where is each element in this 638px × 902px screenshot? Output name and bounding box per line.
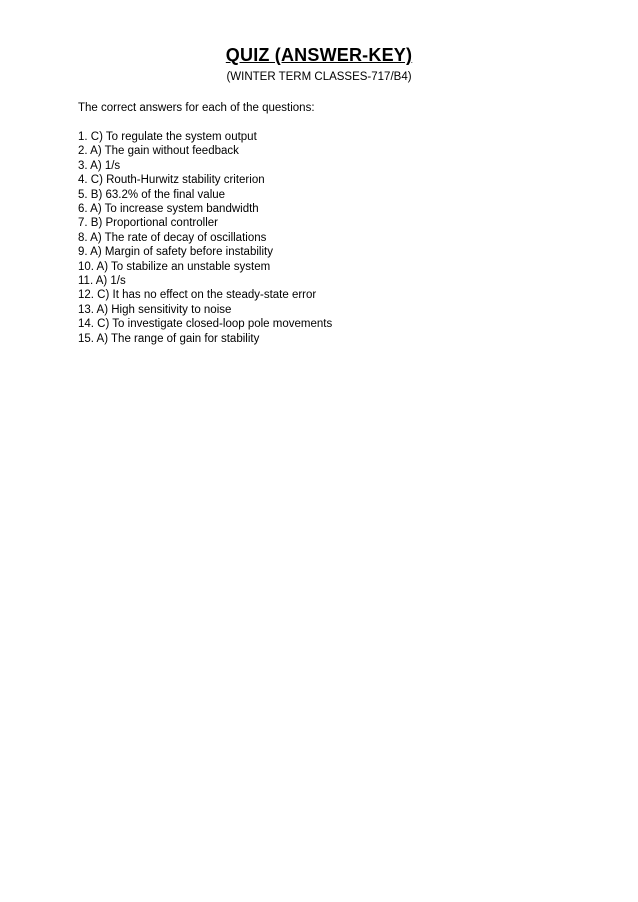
answer-item: 5. B) 63.2% of the final value bbox=[78, 188, 226, 201]
answer-item: 7. B) Proportional controller bbox=[78, 217, 218, 230]
page-title: QUIZ (ANSWER-KEY) bbox=[225, 45, 413, 65]
answer-item: 4. C) Routh-Hurwitz stability criterion bbox=[78, 174, 265, 187]
answer-item: 14. C) To investigate closed-loop pole movements bbox=[78, 318, 333, 331]
answer-item: 8. A) The rate of decay of oscillations bbox=[78, 231, 267, 244]
answer-item: 1. C) To regulate the system output bbox=[78, 131, 257, 143]
answer-item: 3. A) 1/s bbox=[78, 159, 121, 172]
answer-list bbox=[78, 130, 332, 346]
answer-item: 6. A) To increase system bandwidth bbox=[78, 203, 259, 216]
answer-item: 11. A) 1/s bbox=[78, 275, 126, 288]
answer-item: 13. A) High sensitivity to noise bbox=[78, 303, 232, 316]
answer-item: 10. A) To stabilize an unstable system bbox=[78, 260, 271, 273]
intro-text: The correct answers for each of the questions: bbox=[78, 102, 315, 114]
answer-item: 12. C) It has no effect on the steady-state error bbox=[78, 289, 317, 302]
page-subtitle: (WINTER TERM CLASSES-717/B4) bbox=[226, 71, 412, 83]
answer-item: 15. A) The range of gain for stability bbox=[78, 332, 260, 345]
answer-item: 9. A) Margin of safety before instability bbox=[78, 246, 273, 259]
answer-item: 2. A) The gain without feedback bbox=[78, 145, 239, 158]
